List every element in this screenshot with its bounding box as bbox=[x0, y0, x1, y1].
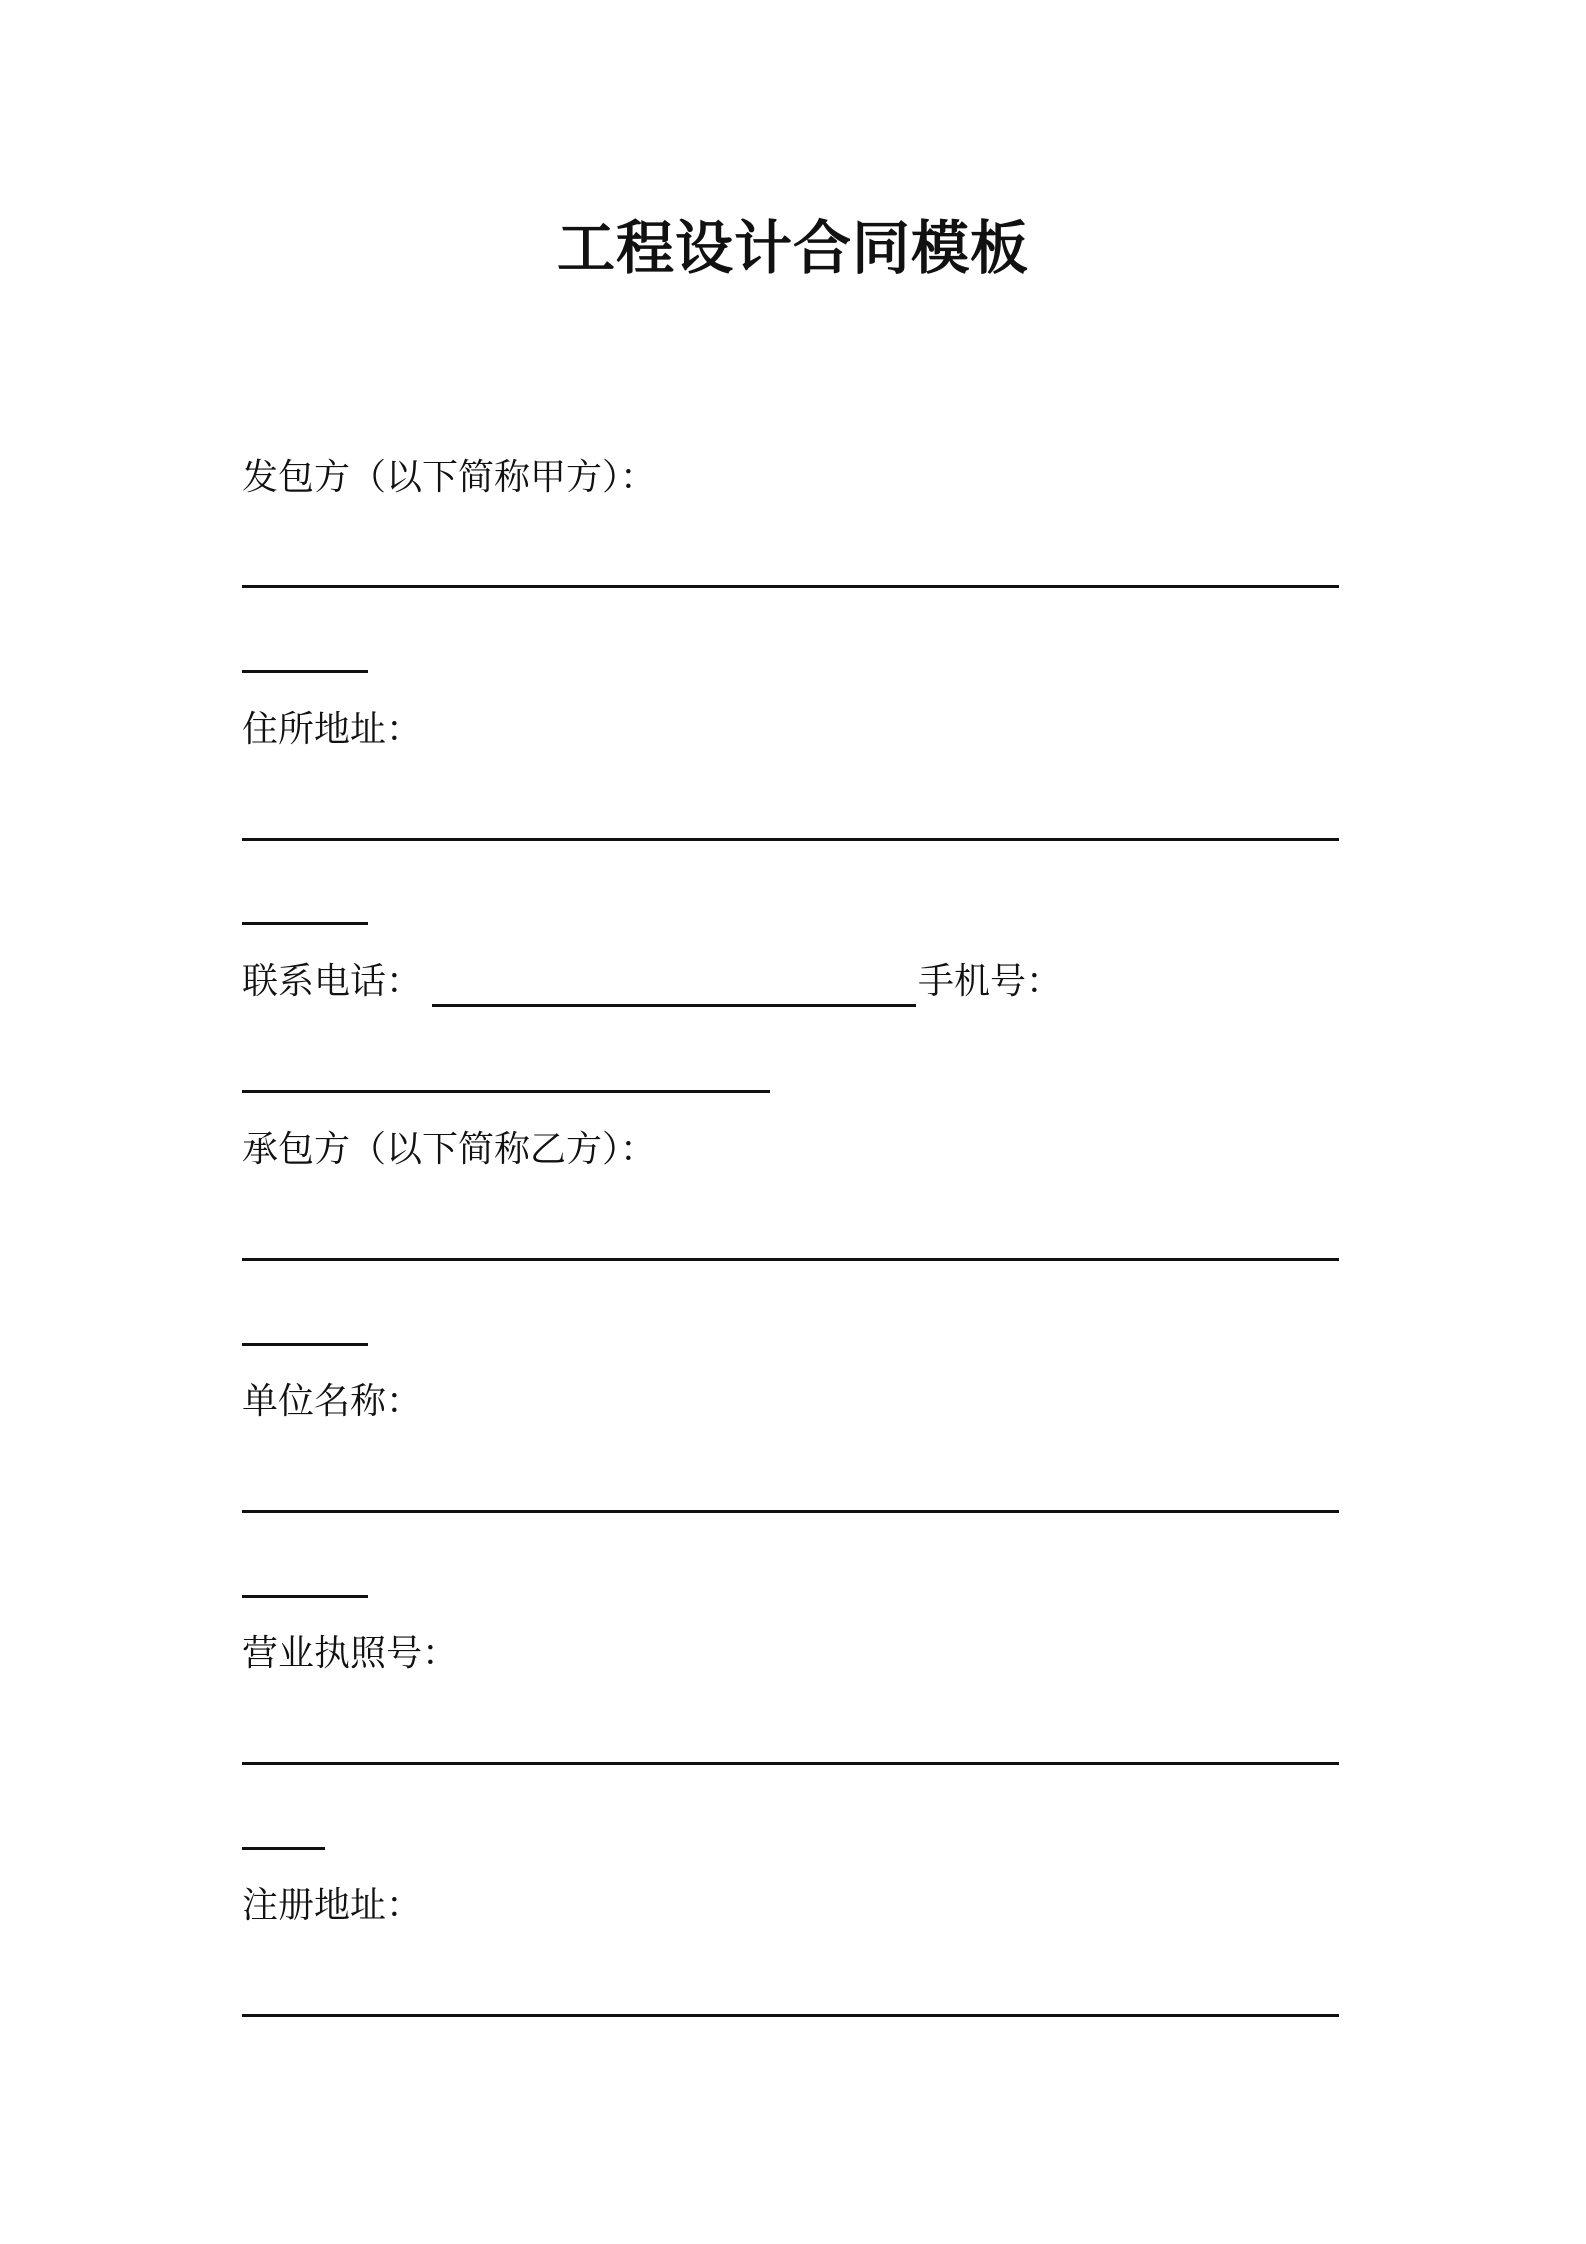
employer-label: 发包方（以下简称甲方）： bbox=[242, 457, 657, 498]
employer-blank-line-cont[interactable] bbox=[242, 670, 368, 673]
contractor-blank-line-cont[interactable] bbox=[242, 1343, 368, 1346]
contractor-blank-line[interactable] bbox=[242, 1258, 1339, 1261]
license-no-blank-line[interactable] bbox=[242, 1762, 1339, 1765]
document-title: 工程设计合同模板 bbox=[556, 214, 1029, 282]
address-label: 住所地址： bbox=[242, 709, 423, 750]
address-blank-line[interactable] bbox=[242, 838, 1339, 841]
company-name-blank-line-cont[interactable] bbox=[242, 1595, 368, 1598]
phone-label: 联系电话： bbox=[242, 961, 423, 1002]
license-no-label: 营业执照号： bbox=[242, 1633, 459, 1674]
license-no-blank-line-cont[interactable] bbox=[242, 1847, 325, 1850]
phone-blank-line[interactable] bbox=[432, 1004, 916, 1007]
company-name-label: 单位名称： bbox=[242, 1381, 423, 1422]
mobile-blank-line[interactable] bbox=[242, 1090, 770, 1093]
contractor-label: 承包方（以下简称乙方）： bbox=[242, 1129, 657, 1170]
employer-blank-line[interactable] bbox=[242, 585, 1339, 588]
company-name-blank-line[interactable] bbox=[242, 1510, 1339, 1513]
address-blank-line-cont[interactable] bbox=[242, 922, 368, 925]
registered-address-blank-line[interactable] bbox=[242, 2014, 1339, 2017]
registered-address-label: 注册地址： bbox=[242, 1885, 423, 1926]
mobile-label: 手机号： bbox=[918, 961, 1063, 1002]
